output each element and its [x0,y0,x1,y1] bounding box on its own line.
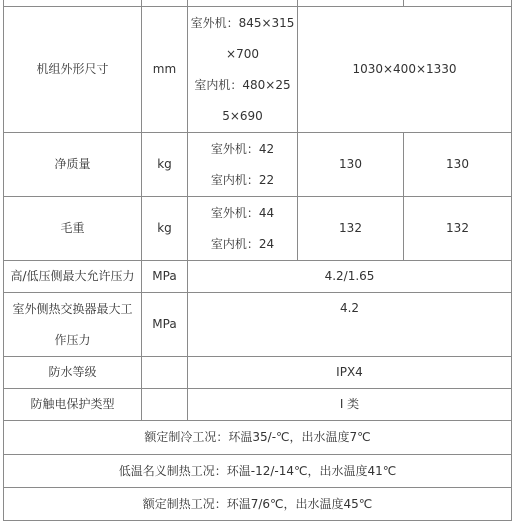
table-row [4,261,512,293]
table-row [4,197,512,261]
table-row [4,133,512,197]
dimensions-line: 室外机：845×315 [190,15,295,30]
net-weight-line: 室外机：42 [210,141,275,156]
gross-weight-value-2: 132 [404,197,512,261]
exchanger-pressure-label-line: 室外侧热交换器最大工 [12,301,133,316]
table-row [4,7,512,133]
waterproof-label: 防水等级 [4,357,142,389]
table-row [4,455,512,488]
exchanger-pressure-label-line: 作压力 [54,332,91,347]
dimensions-line: 5×690 [222,108,263,123]
condition-low-temp-heating: 低温名义制热工况：环温-12/-14℃，出水温度41℃ [4,455,512,488]
net-weight-value-1: 130 [298,133,404,197]
exchanger-pressure-value: 4.2 [188,293,512,357]
exchanger-pressure-unit: MPa [142,293,188,357]
net-weight-split-value [188,133,298,197]
waterproof-unit [142,357,188,389]
exchanger-pressure-label [4,293,142,357]
dimensions-label: 机组外形尺寸 [4,7,142,133]
gross-weight-label: 毛重 [4,197,142,261]
table-row [4,293,512,357]
table-row [4,488,512,521]
gross-weight-split-value [188,197,298,261]
shock-protection-label: 防触电保护类型 [4,389,142,421]
waterproof-value: IPX4 [188,357,512,389]
max-pressure-value: 4.2/1.65 [188,261,512,293]
dimensions-unit: mm [142,7,188,133]
table-row [4,389,512,421]
condition-rated-heating: 额定制热工况：环温7/6℃，出水温度45℃ [4,488,512,521]
net-weight-value-2: 130 [404,133,512,197]
net-weight-line: 室内机：22 [210,172,275,187]
gross-weight-line: 室外机：44 [210,205,275,220]
shock-protection-value: I 类 [188,389,512,421]
net-weight-label: 净质量 [4,133,142,197]
shock-protection-unit [142,389,188,421]
gross-weight-unit: kg [142,197,188,261]
net-weight-unit: kg [142,133,188,197]
spec-table [3,0,512,521]
table-row [4,421,512,455]
dimensions-split-value [188,7,298,133]
dimensions-line: ×700 [226,46,259,61]
dimensions-line: 室内机：480×25 [194,77,291,92]
dimensions-merged-value: 1030×400×1330 [298,7,512,133]
gross-weight-line: 室内机：24 [210,236,275,251]
condition-rated-cooling: 额定制冷工况：环温35/-℃，出水温度7℃ [4,421,512,455]
table-row [4,357,512,389]
max-pressure-label: 高/低压侧最大允许压力 [4,261,142,293]
gross-weight-value-1: 132 [298,197,404,261]
max-pressure-unit: MPa [142,261,188,293]
